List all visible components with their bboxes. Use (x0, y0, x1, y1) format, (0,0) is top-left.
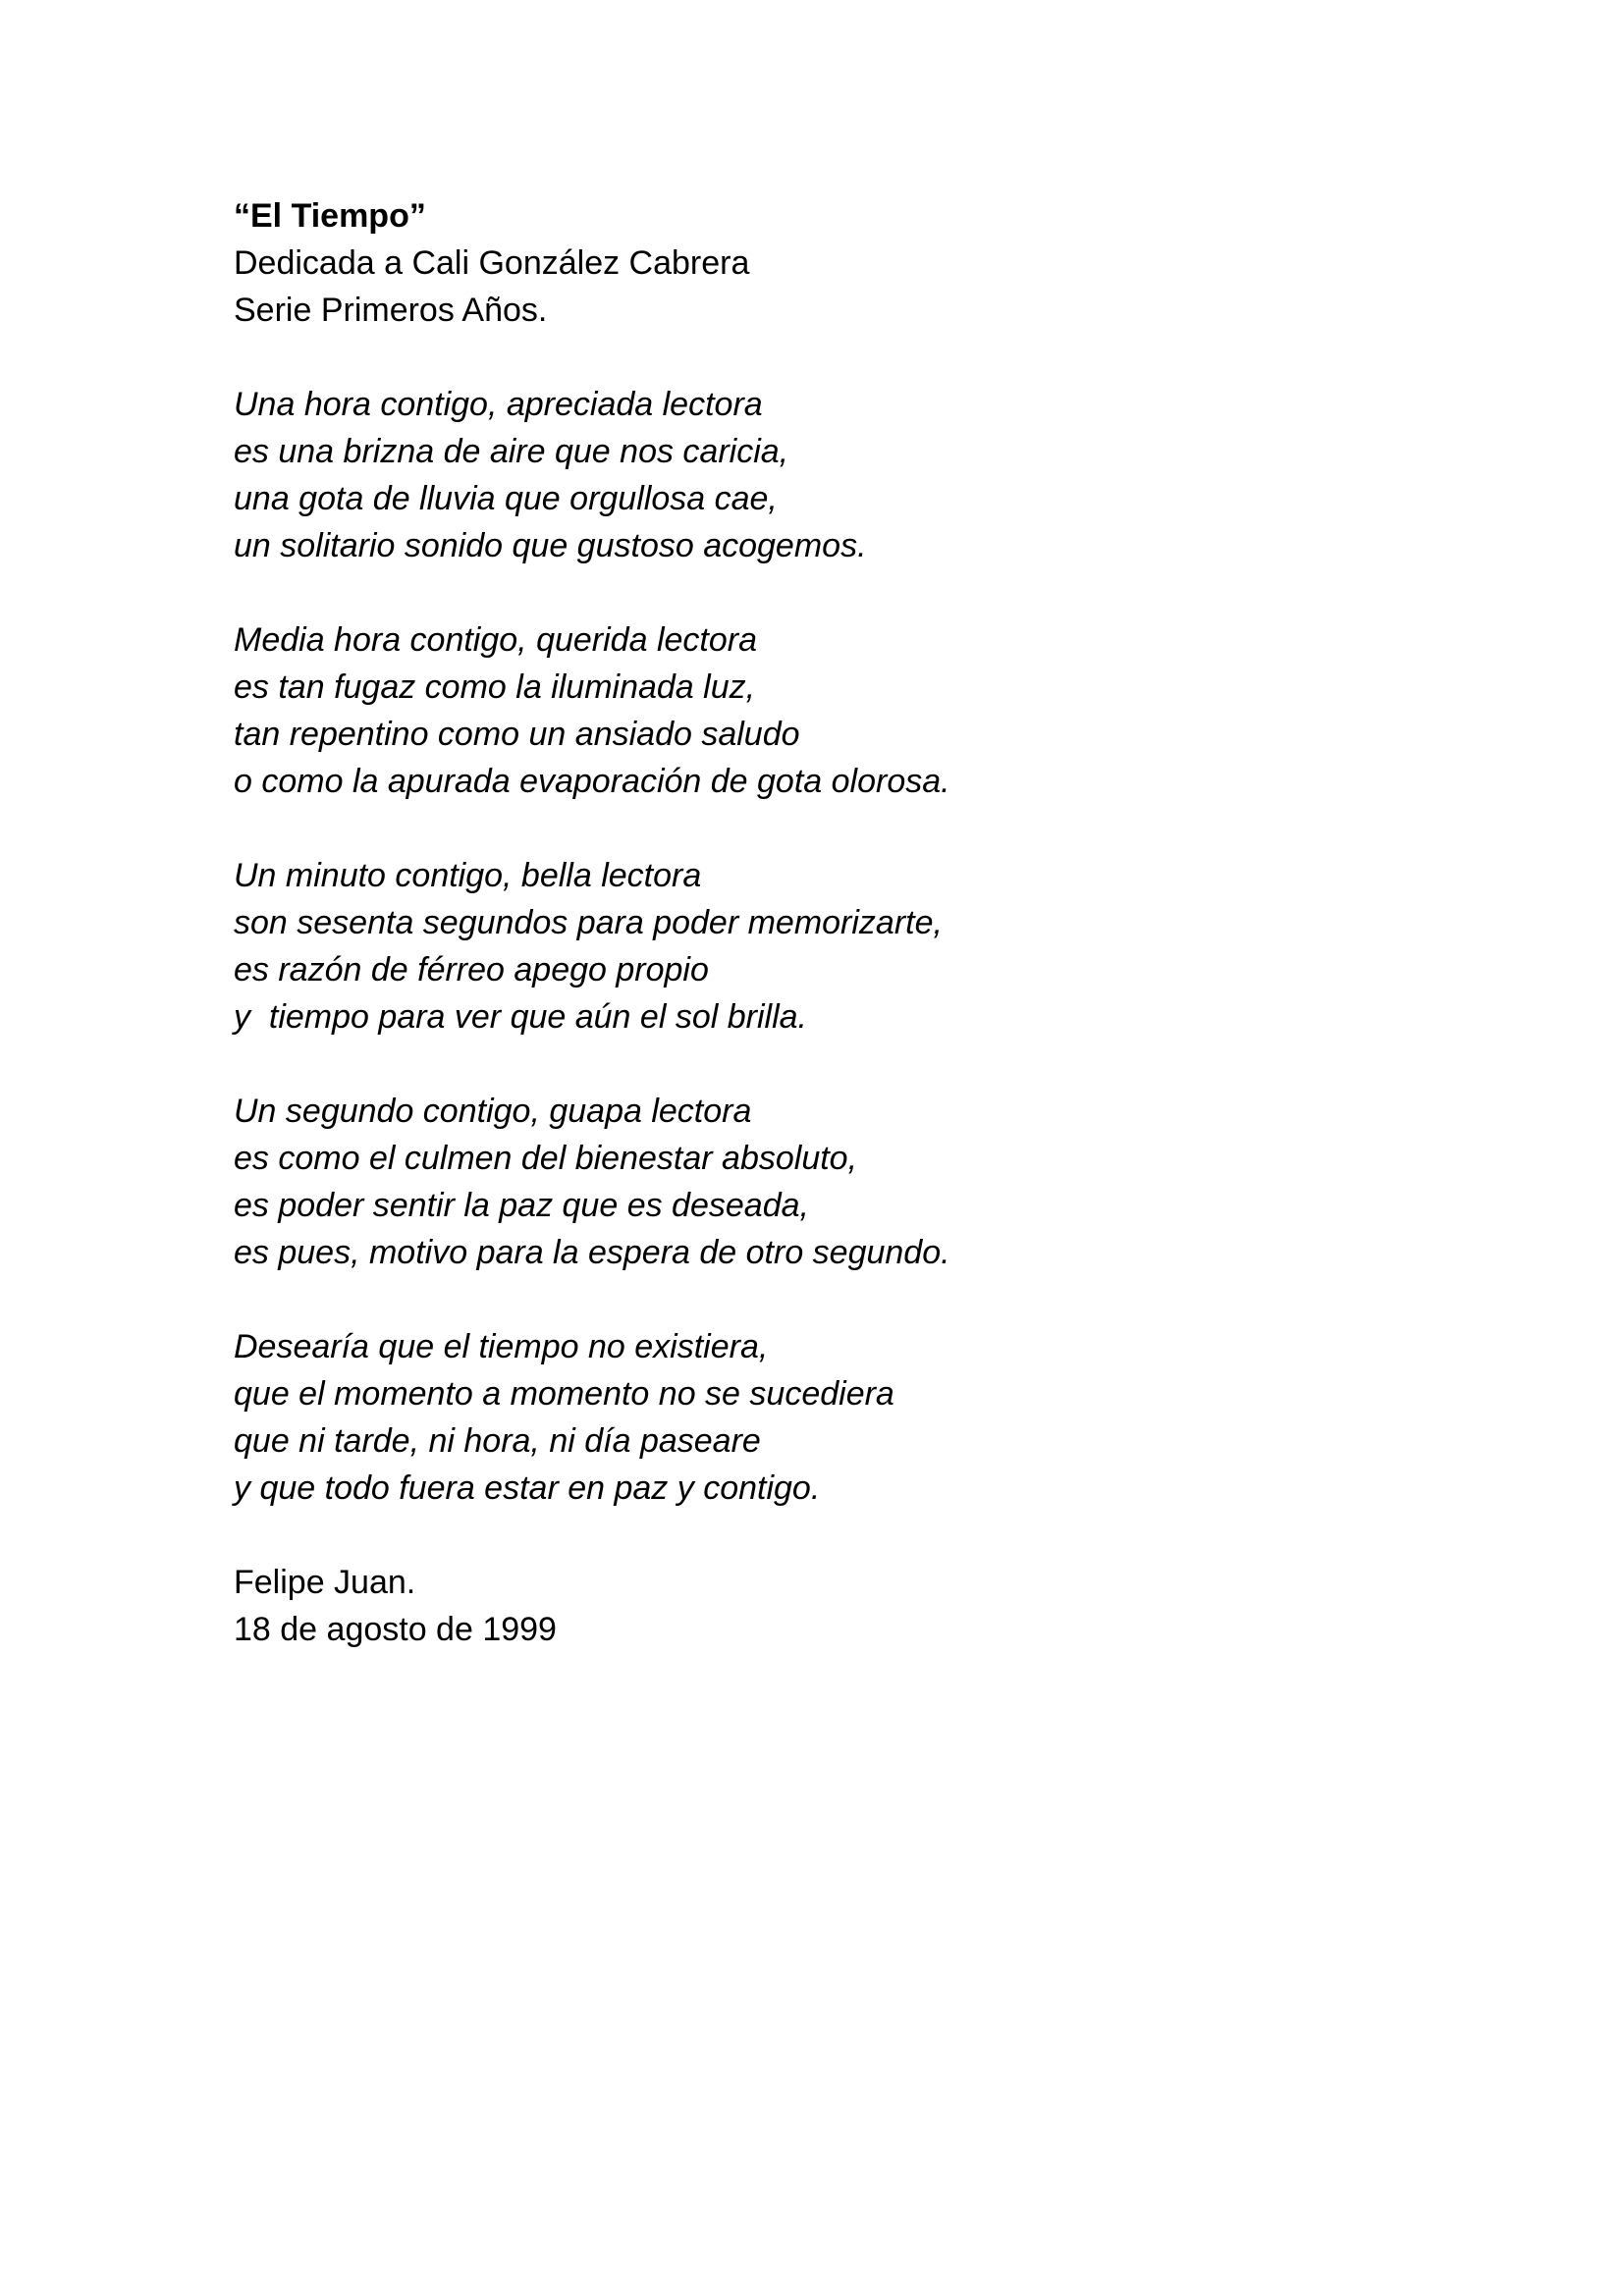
stanza-line: que el momento a momento no se sucediera (234, 1375, 894, 1413)
stanza-line: un solitario sonido que gustoso acogemos. (234, 527, 867, 564)
signature-date: 18 de agosto de 1999 (234, 1611, 557, 1648)
stanza-1 (234, 381, 1412, 569)
poem-header (234, 192, 1412, 334)
stanza-line: son sesenta segundos para poder memorizarte, (234, 904, 943, 941)
stanza-5 (234, 1323, 1412, 1512)
poem-title: “El Tiempo” (234, 197, 426, 235)
stanza-line: una gota de lluvia que orgullosa cae, (234, 480, 778, 517)
stanza-line: es tan fugaz como la iluminada luz, (234, 668, 756, 706)
stanza-4 (234, 1088, 1412, 1276)
stanza-line: y tiempo para ver que aún el sol brilla. (234, 998, 807, 1036)
stanza-line: es poder sentir la paz que es deseada, (234, 1187, 809, 1224)
stanza-3 (234, 852, 1412, 1041)
stanza-line: Media hora contigo, querida lectora (234, 621, 757, 659)
signature-author: Felipe Juan. (234, 1564, 416, 1601)
poem-content (234, 192, 1412, 1653)
stanza-line: es razón de férreo apego propio (234, 951, 709, 988)
stanza-line: tan repentino como un ansiado saludo (234, 716, 800, 753)
stanza-line: o como la apurada evaporación de gota olorosa. (234, 763, 950, 800)
stanza-line: es una brizna de aire que nos caricia, (234, 433, 789, 470)
stanza-line: Un segundo contigo, guapa lectora (234, 1093, 752, 1130)
stanza-line: Una hora contigo, apreciada lectora (234, 386, 763, 423)
stanza-line: Un minuto contigo, bella lectora (234, 857, 702, 894)
poem-dedication: Dedicada a Cali González Cabrera (234, 244, 750, 282)
poem-signature (234, 1559, 1412, 1653)
poem-series: Serie Primeros Años. (234, 292, 548, 329)
stanza-line: es pues, motivo para la espera de otro segundo. (234, 1234, 950, 1271)
stanza-line: es como el culmen del bienestar absoluto, (234, 1140, 858, 1177)
stanza-line: y que todo fuera estar en paz y contigo. (234, 1469, 821, 1507)
stanza-line: Desearía que el tiempo no existiera, (234, 1328, 769, 1365)
stanza-2 (234, 616, 1412, 805)
stanza-line: que ni tarde, ni hora, ni día paseare (234, 1422, 761, 1460)
